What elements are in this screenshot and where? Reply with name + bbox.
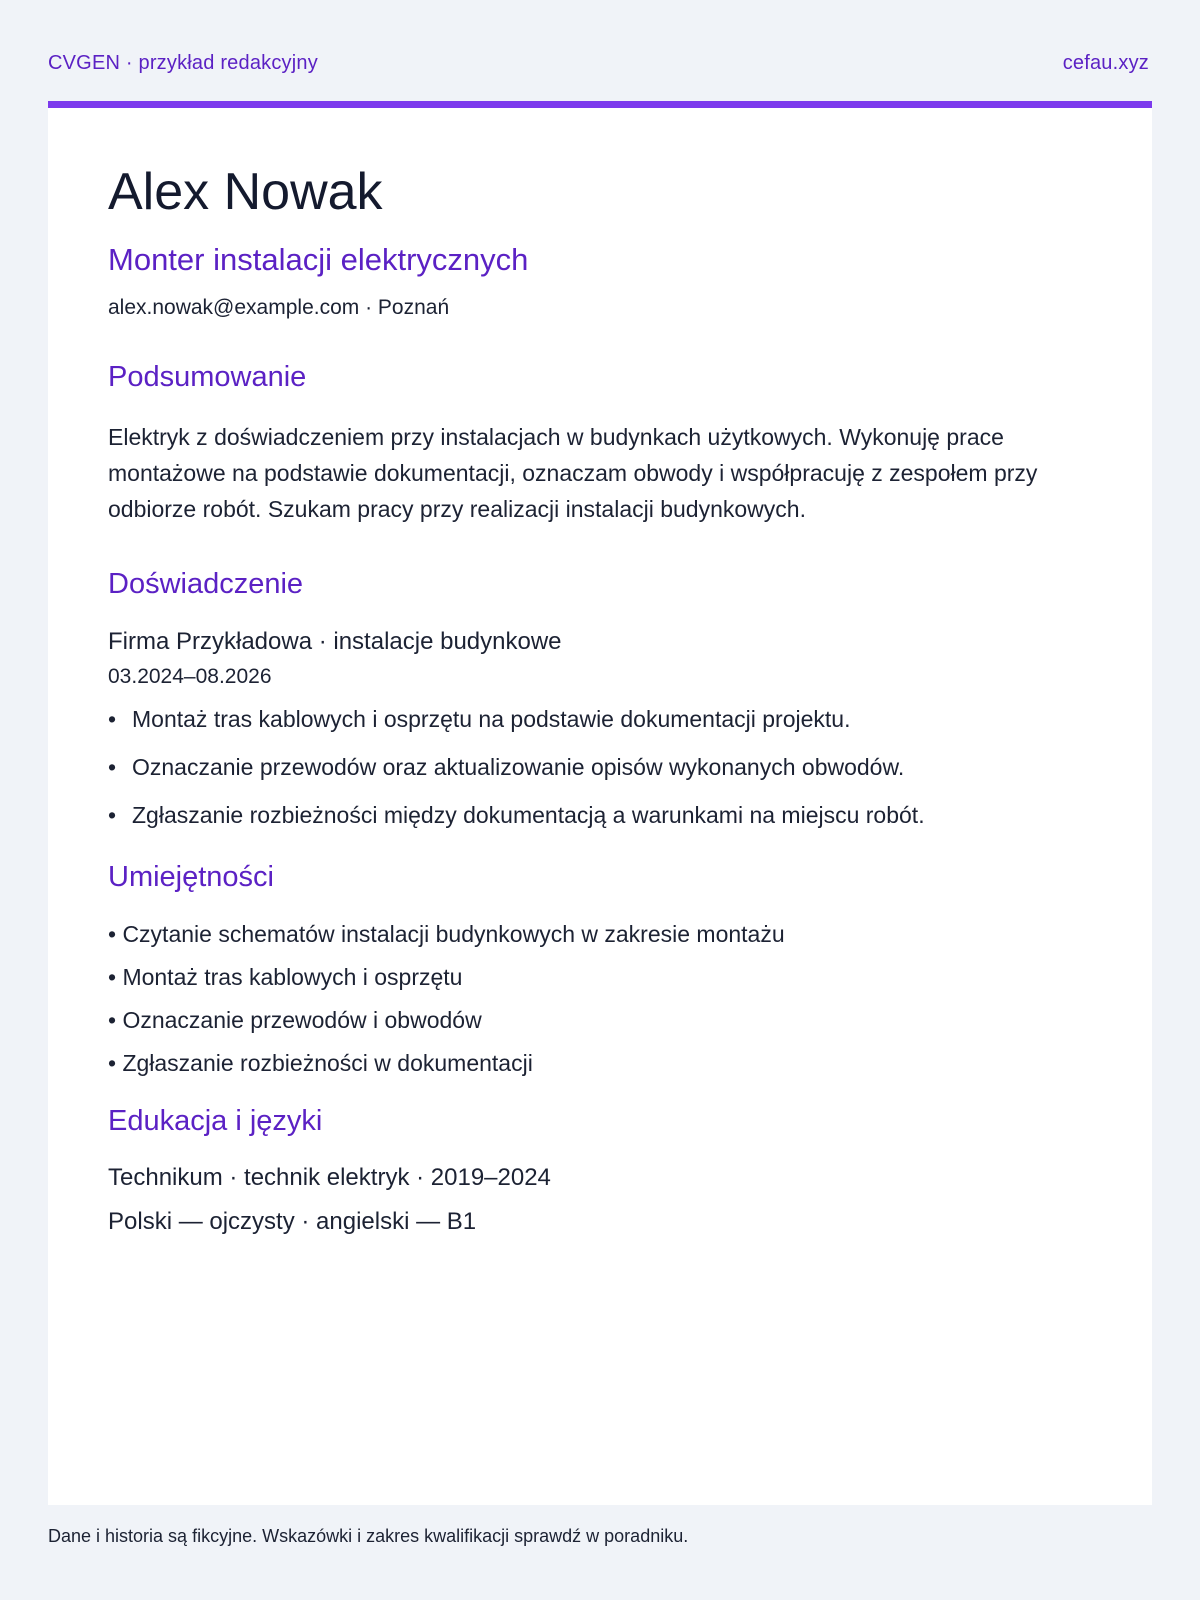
- duty-item: [108, 704, 1092, 734]
- site-link[interactable]: cefau.xyz: [1062, 51, 1149, 74]
- skills-list: [108, 919, 1092, 1078]
- duty-item: [108, 800, 1092, 830]
- skill-item: • Oznaczanie przewodów i obwodów: [108, 1007, 482, 1034]
- candidate-name: Alex Nowak: [108, 163, 383, 221]
- bullet-icon: •: [108, 706, 117, 733]
- education-heading: Edukacja i języki: [108, 1105, 323, 1138]
- duty-text: Zgłaszanie rozbieżności między dokumentacją a warunkami na miejscu robót.: [132, 802, 925, 829]
- summary-heading: Podsumowanie: [108, 361, 307, 394]
- bullet-icon: •: [108, 802, 117, 829]
- employer: Firma Przykładowa · instalacje budynkowe: [108, 627, 562, 655]
- duty-text: Montaż tras kablowych i osprzętu na podstawie dokumentacji projektu.: [132, 706, 851, 733]
- candidate-role: Monter instalacji elektrycznych: [108, 242, 529, 277]
- top-bar: [48, 48, 1149, 78]
- experience-heading: Doświadczenie: [108, 568, 304, 601]
- contact-line: alex.nowak@example.com · Poznań: [108, 296, 450, 319]
- summary-text: Elektryk z doświadczeniem przy instalacjach w budynkach użytkowych. Wykonuję prace montażowe na podstawie dokumentacji, oznaczam obwody i współpracuję z zespołem przy odbiorze robót. Szukam pracy przy realizacji instalacji budynkowych.: [108, 424, 1038, 523]
- duty-item: [108, 752, 1092, 782]
- footer-note: Dane i historia są fikcyjne. Wskazówki i zakres kwalifikacji sprawdź w poradniku.: [48, 1526, 689, 1546]
- cv-content: [108, 163, 1092, 1237]
- cv-sheet: [48, 101, 1152, 1505]
- skill-item: • Zgłaszanie rozbieżności w dokumentacji: [108, 1050, 533, 1077]
- languages-line: Polski — ojczysty · angielski — B1: [108, 1208, 477, 1236]
- brand-label: CVGEN · przykład redakcyjny: [48, 51, 318, 74]
- skill-item: • Czytanie schematów instalacji budynkowych w zakresie montażu: [108, 921, 785, 948]
- employment-dates: 03.2024–08.2026: [108, 665, 272, 689]
- bullet-icon: •: [108, 754, 117, 781]
- skills-heading: Umiejętności: [108, 861, 274, 894]
- education-line: Technikum · technik elektryk · 2019–2024: [108, 1164, 551, 1192]
- duties-list: [108, 704, 1092, 830]
- duty-text: Oznaczanie przewodów oraz aktualizowanie opisów wykonanych obwodów.: [132, 754, 905, 781]
- skill-item: • Montaż tras kablowych i osprzętu: [108, 964, 463, 991]
